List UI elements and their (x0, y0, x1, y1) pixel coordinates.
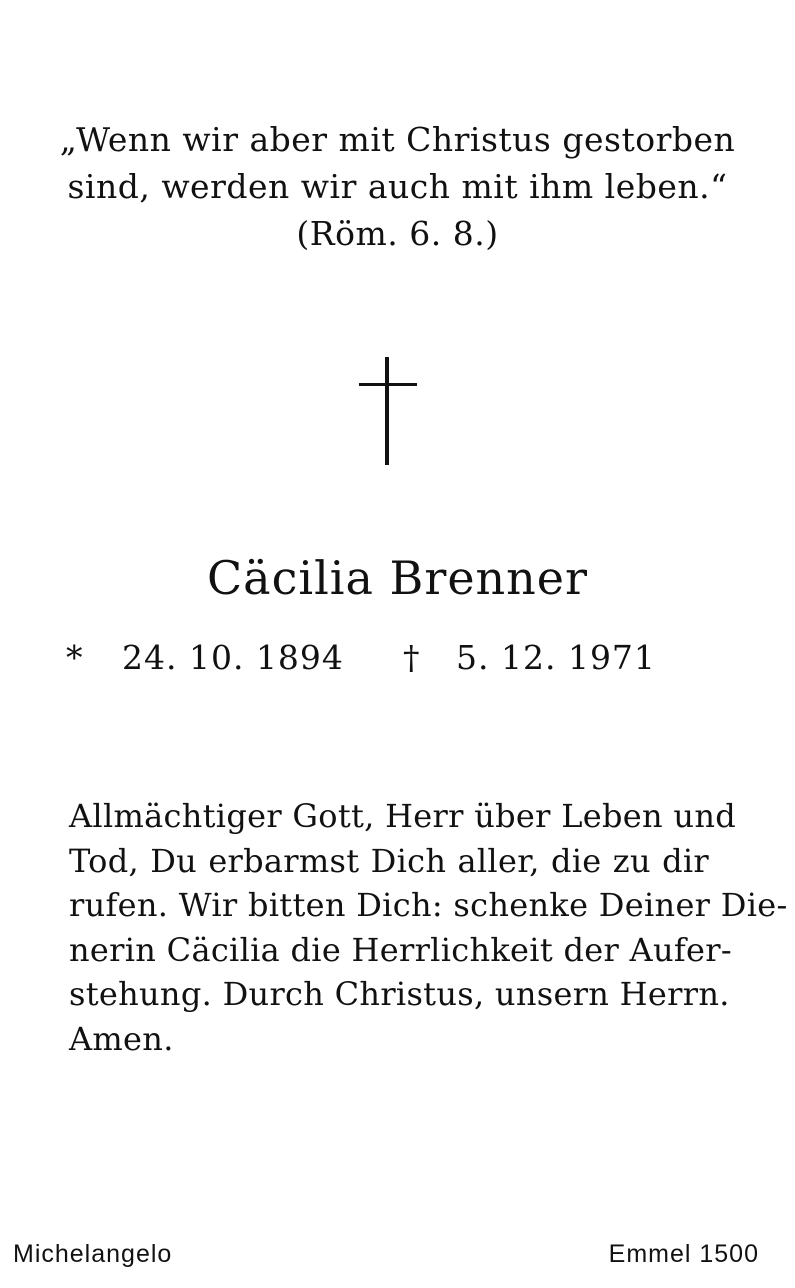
cross-horizontal-bar (359, 383, 417, 386)
prayer-line-1: Allmächtiger Gott, Herr über Leben und (69, 797, 737, 835)
footer-artist-credit: Michelangelo (13, 1240, 173, 1268)
prayer-line-6: Amen. (69, 1019, 174, 1058)
quote-line-2: sind, werden wir auch mit ihm leben.“ (67, 167, 728, 206)
quote-line-1: „Wenn wir aber mit Christus gestorben (59, 120, 736, 159)
scripture-quote (0, 116, 795, 257)
birth-date: 24. 10. 1894 (122, 638, 344, 677)
prayer-line-4: nerin Cäcilia die Herrlichkeit der Aufer- (69, 930, 732, 969)
cross-vertical-bar (385, 357, 389, 465)
birth-symbol: * (66, 638, 83, 677)
prayer-line-3: rufen. Wir bitten Dich: schenke Deiner Die- (69, 886, 788, 924)
footer-print-code: Emmel 1500 (608, 1240, 759, 1268)
prayer-line-2: Tod, Du erbarmst Dich aller, die zu dir (69, 841, 709, 880)
deceased-name: Cäcilia Brenner (206, 551, 589, 605)
prayer-line-5: stehung. Durch Christus, unsern Herrn. (69, 975, 730, 1013)
death-symbol: † (403, 638, 420, 677)
cross-icon (359, 357, 417, 465)
prayer-text (69, 794, 788, 1061)
death-date: 5. 12. 1971 (456, 638, 656, 677)
quote-reference: (Röm. 6. 8.) (296, 214, 499, 253)
